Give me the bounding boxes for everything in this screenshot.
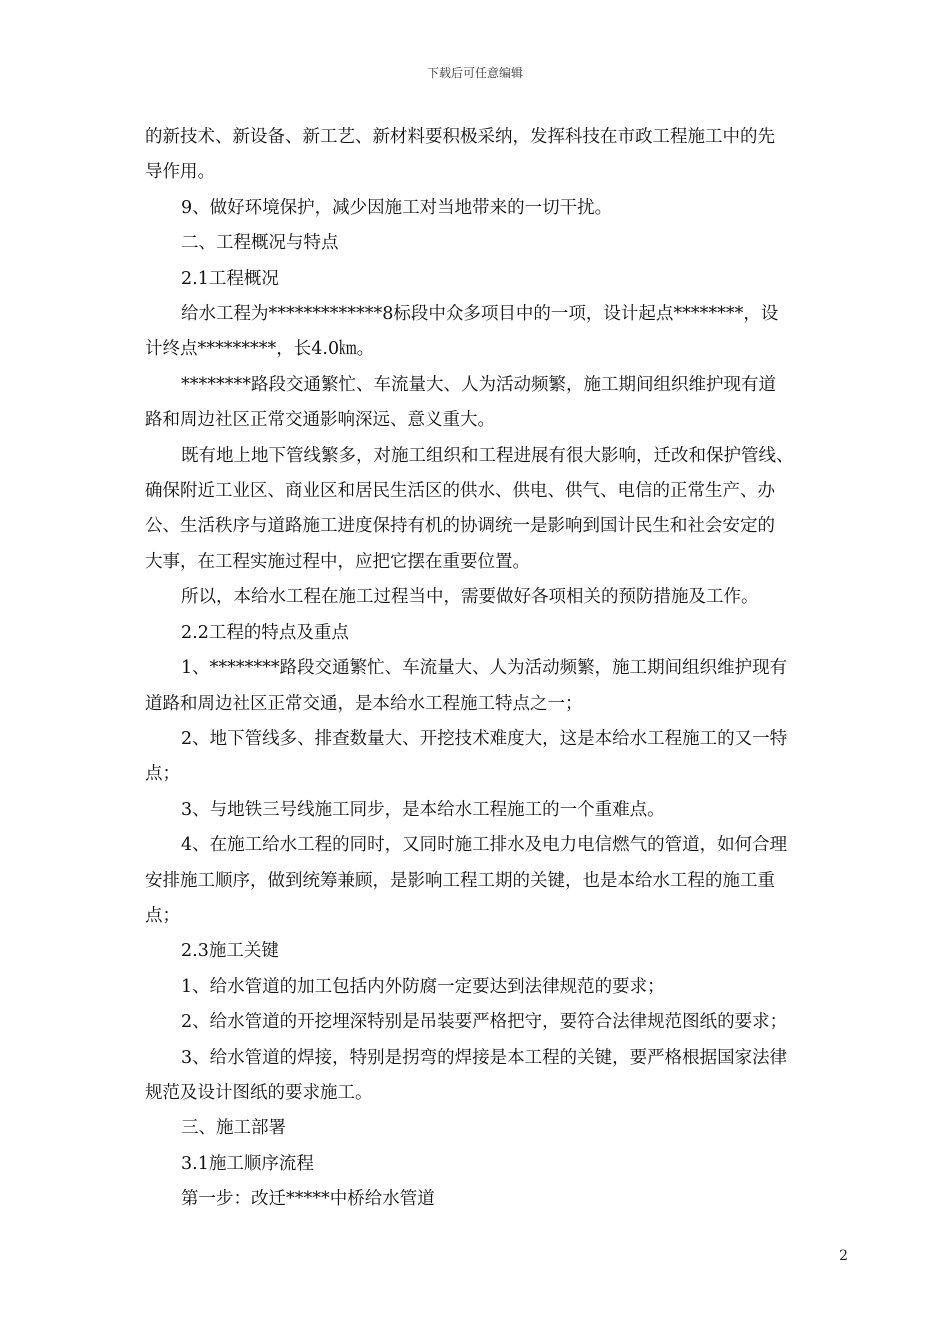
text-line: 所以，本给水工程在施工过程当中，需要做好各项相关的预防措施及工作。 bbox=[181, 587, 759, 608]
section-heading: 三、施工部署 bbox=[181, 1118, 286, 1139]
text-line: 导作用。 bbox=[145, 162, 215, 183]
text-line: 2、地下管线多、排查数量大、开挖技术难度大，这是本给水工程施工的又一特 bbox=[181, 728, 788, 749]
subsection-heading: 3.1施工顺序流程 bbox=[181, 1153, 314, 1174]
text-line: 安排施工顺序，做到统筹兼顾，是影响工程工期的关键，也是本给水工程的施工重 bbox=[145, 870, 775, 891]
text-line: 4、在施工给水工程的同时，又同时施工排水及电力电信燃气的管道，如何合理 bbox=[181, 835, 788, 856]
text-line: 1、********路段交通繁忙、车流量大、人为活动频繁，施工期间组织维护现有 bbox=[181, 658, 788, 679]
text-line: 3、给水管道的焊接，特别是拐弯的焊接是本工程的关键，要严格根据国家法律 bbox=[181, 1047, 788, 1068]
text-line: 既有地上地下管线繁多，对施工组织和工程进展有很大影响，迁改和保护管线、 bbox=[181, 445, 794, 466]
text-line: 确保附近工业区、商业区和居民生活区的供水、供电、供气、电信的正常生产、办 bbox=[145, 481, 775, 502]
text-line: 点； bbox=[145, 905, 180, 926]
text-line: 2、给水管道的开挖埋深特别是吊装要严格把守，要符合法律规范图纸的要求； bbox=[181, 1012, 788, 1033]
text-line: 点； bbox=[145, 764, 180, 785]
subsection-heading: 2.2工程的特点及重点 bbox=[181, 622, 349, 643]
text-line: 大事，在工程实施过程中，应把它摆在重要位置。 bbox=[145, 551, 530, 572]
text-line: 路和周边社区正常交通影响深远、意义重大。 bbox=[145, 410, 495, 431]
text-line: 第一步：改迁*****中桥给水管道 bbox=[181, 1189, 435, 1210]
document-body bbox=[145, 120, 860, 1218]
subsection-heading: 2.3施工关键 bbox=[181, 941, 279, 962]
text-line: 给水工程为*************8标段中众多项目中的一项，设计起点********，设 bbox=[181, 304, 779, 325]
page-header: 下载后可任意编辑 bbox=[426, 66, 523, 80]
text-line: 9、做好环境保护，减少因施工对当地带来的一切干扰。 bbox=[181, 197, 613, 218]
text-line: 1、给水管道的加工包括内外防腐一定要达到法律规范的要求； bbox=[181, 976, 665, 997]
page-number: 2 bbox=[839, 1248, 848, 1264]
text-line: ********路段交通繁忙、车流量大、人为活动频繁，施工期间组织维护现有道 bbox=[181, 374, 776, 395]
text-line: 的新技术、新设备、新工艺、新材料要积极采纳，发挥科技在市政工程施工中的先 bbox=[145, 127, 775, 147]
text-line: 3、与地铁三号线施工同步，是本给水工程施工的一个重难点。 bbox=[181, 799, 665, 820]
section-heading: 二、工程概况与特点 bbox=[181, 233, 339, 254]
text-line: 公、生活秩序与道路施工进度保持有机的协调统一是影响到国计民生和社会安定的 bbox=[145, 516, 775, 537]
text-line: 规范及设计图纸的要求施工。 bbox=[145, 1082, 373, 1103]
text-line: 计终点*********，长4.0㎞。 bbox=[145, 339, 375, 360]
subsection-heading: 2.1工程概况 bbox=[181, 268, 279, 289]
text-line: 道路和周边社区正常交通，是本给水工程施工特点之一； bbox=[145, 693, 583, 714]
